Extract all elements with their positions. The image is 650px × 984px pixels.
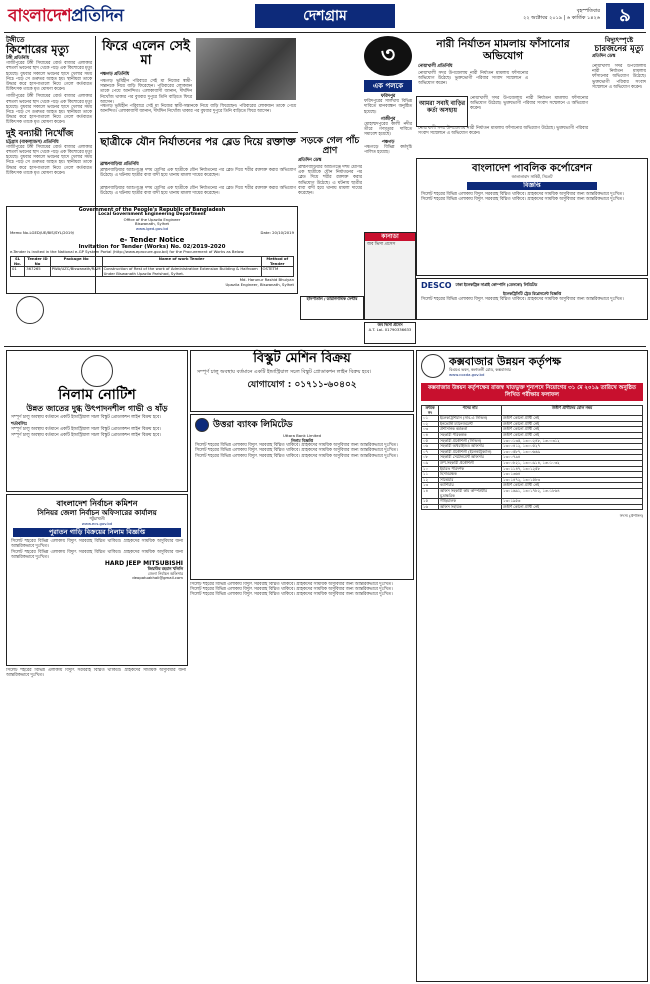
dateline — [452, 8, 600, 22]
canada-ad — [364, 232, 416, 320]
election-vehicle: HARD JEEP MITSUBISHI — [104, 560, 183, 567]
bank-logo-icon — [195, 418, 209, 432]
story-ma-body-2: পঞ্চগড় ভূমিহীন পরিবারে সেই মা নিজের স্বামী-সন্তানকে নিয়ে বাড়ি ফিরেছেন। পরিবারের লোকজন তাকে পেয়ে আনন্দিত। এলাকাবাসী জানান, দীর্ঘদিন নিখোঁজ থাকার পর বুধবার দুপুরে তিনি বাড়িতে ফিরে আসেন। — [100, 104, 296, 115]
table-cell: সহকারী সেটেলমেন্ট অফিসার — [439, 455, 502, 461]
tender-notice — [6, 206, 298, 294]
bank-cont: সিলেট শহরের বিভিন্ন এলাকায় বিদ্যুৎ সরবরাহ বিঘ্নিত থাকিবে। গ্রাহকদের সাময়িক অসুবিধার জন্য আন্তরিকভাবে দুঃখিত। — [190, 582, 393, 587]
nilam-terms: সম্পূর্ণ চালু অবস্থায় বর্তমানে একটি ইন্ডাস্ট্রিয়াল সচল বিস্কুট প্রোডাকশন লাইন বিক্রয় হবে। — [11, 427, 161, 433]
nilam-terms-2: সম্পূর্ণ চালু অবস্থায় বর্তমানে একটি ইন্ডাস্ট্রিয়াল সচল বিস্কুট প্রোডাকশন লাইন বিক্রয় হবে। — [11, 432, 161, 438]
election-body: সিলেট শহরের বিভিন্ন এলাকায় বিদ্যুৎ সরবরাহ বিঘ্নিত থাকিবে। গ্রাহকদের সাময়িক অসুবিধার জন্য আন্তরিকভাবে দুঃখিত। — [11, 539, 183, 550]
tender-sign-title: Upazila Engineer, Biswanath, Sylhet — [225, 282, 294, 288]
table-cell: উত্তীর্ণ কোনো প্রার্থী নেই — [502, 427, 643, 433]
table-cell: সহকারী প্রকৌশলী (ইলেকট্রিক্যাল) — [439, 449, 502, 455]
table-cell: ১৩০০৪১২, ১৩০০৫২৭ — [502, 444, 643, 450]
bank-header — [191, 415, 413, 434]
table-cell: সহকারী প্রকৌশলী (সিভিল) — [439, 438, 502, 444]
desco-title: ইলেকট্রিসিটি ট্রেড রিপ্লেসমেন্ট বিজ্ঞপ্তি — [503, 291, 561, 296]
ek-palake-body: পঞ্চগড়ে বিভিন্ন কর্মসূচি পালিত হয়েছে। — [364, 144, 412, 156]
dateline-date: ২২ অক্টোবর ২০১৯ | ৬ কার্তিক ১৪২৬ — [523, 15, 600, 21]
story-nari-body-3: নোয়াখালী সদর উপজেলায় নারী নির্যাতন মামলায় ফাঁসানোর অভিযোগ উঠেছে। ভুক্তভোগী পরিবার সংবাদ সম্মেলনে এ অভিযোগ করেন। — [418, 126, 588, 137]
public-corp-notice-title: বিজ্ঞপ্তি — [467, 182, 597, 190]
hospital-ad — [300, 296, 364, 320]
biscuit-title: বিস্কুট মেশিন বিক্রয় — [253, 351, 351, 366]
table-cell: ১৫ — [422, 499, 439, 505]
table-cell: ০৭ — [422, 449, 439, 455]
table-cell: OSTETM — [261, 267, 293, 277]
cox-notice-title: কক্সবাজার উন্নয়ন কর্তৃপক্ষের রাজস্ব খাতভুক্ত শূন্যপদে নিয়োগের ৩১ মে ২০১৯ তারিখে অনুষ্ঠিত লিখিত পরীক্ষার ফলাফল — [421, 383, 643, 401]
table-cell: ১৩ — [422, 483, 439, 489]
public-corp-notice — [416, 158, 648, 276]
public-corp-body: সিলেট শহরের বিভিন্ন এলাকায় বিদ্যুৎ সরবরাহ বিঘ্নিত থাকিবে। গ্রাহকদের সাময়িক অসুবিধার জন্য আন্তরিকভাবে দুঃখিত। — [421, 191, 624, 197]
ek-palake-list — [364, 94, 412, 155]
cox-results-table — [421, 405, 643, 510]
public-corp-title: বাংলাদেশ পাবলিক কর্পোরেশন — [472, 163, 592, 174]
ek-palake-title: এক পলকে — [364, 80, 412, 92]
story-sadak-byline: প্রতিদিন ডেস্ক — [298, 158, 322, 163]
tender-dept: Local Government Engineering Department — [98, 212, 206, 217]
table-cell: ০৩ — [422, 427, 439, 433]
tender-table-wrap — [7, 255, 297, 278]
story-sadak-headline: সড়কে গেল পাঁচ প্রাণ — [300, 136, 360, 156]
election-cont: সিলেট শহরের বিভিন্ন এলাকায় বিদ্যুৎ সরবরাহ বিঘ্নিত থাকিবে। গ্রাহকদের সাময়িক অসুবিধার জন্য আন্তরিকভাবে দুঃখিত। — [6, 668, 186, 679]
ek-palake-logo: ৩ — [364, 36, 412, 76]
table-cell: 01 — [11, 267, 25, 277]
table-cell: ১৩০০৮২১, ১৩০০৯১৪, ১৩০১০৩২ — [502, 460, 643, 466]
story-ma-photo — [196, 38, 296, 100]
ek-palake-body: মোহাম্মদপুরের কালী নদীর তীরে গণমৃত্যুর দাবিতে সমাবেশ হয়েছে। — [364, 122, 412, 138]
election-sub: সিনিয়র জেলা নির্বাচন অফিসারের কার্যালয় — [37, 508, 157, 517]
job-ad — [364, 322, 416, 344]
job-ad-title: জব ভিসা প্রসেস — [377, 322, 403, 327]
tender-col: Package No — [50, 257, 102, 267]
bank-body-3: সিলেট শহরের বিভিন্ন এলাকায় বিদ্যুৎ সরবরাহ বিঘ্নিত থাকিবে। গ্রাহকদের সাময়িক অসুবিধার জন্য আন্তরিকভাবে দুঃখিত। — [195, 453, 398, 459]
sub-story-byline: চট্টগ্রাম (বাকল্যান্ডস) প্রতিনিধি — [6, 139, 59, 145]
bank-notice-title: নিলাম বিজ্ঞপ্তি — [291, 437, 313, 443]
table-cell: ১৬ — [422, 504, 439, 510]
cox-col: ক্রমিক নং — [422, 406, 439, 416]
table-cell: ০৯ — [422, 460, 439, 466]
table-cell: উত্তীর্ণ কোনো প্রার্থী নেই — [502, 421, 643, 427]
table-cell: ১৩০১৬৯১, ১৩০১৭৮২, ১৩০১৮৬৪ — [502, 488, 643, 498]
tender-col: SL No. — [11, 257, 25, 267]
story-ma-body: পঞ্চগড় ভূমিহীন পরিবারে সেই মা নিজের স্বামী-সন্তানকে নিয়ে বাড়ি ফিরেছেন। পরিবারের লোকজন তাকে পেয়ে আনন্দিত। এলাকাবাসী জানান, দীর্ঘদিন নিখোঁজ থাকার পর বুধবার দুপুরে তিনি বাড়িতে ফিরে আসেন। — [100, 79, 192, 105]
biscuit-ad — [190, 350, 414, 412]
story-body-cont: গাজীপুরের টঙ্গী সিয়ামের বোর্ড বাজার এলাকার বহুতল ভবনের ছাদ থেকে পড়ে এক কিশোরের মৃত্যু হয়েছে। বুধবার সকালে ভবনের ছাদে খেলার সময় নিচে পড়ে সে গুরুতর আহত হয়। স্থানীয়রা তাকে উদ্ধার করে হাসপাতালে নিয়ে গেলে কর্তব্যরত চিকিৎসক তাকে মৃত ঘোষণা করেন। — [6, 94, 92, 126]
nilam-body: সম্পূর্ণ চালু অবস্থায় বর্তমানে একটি ইন্ডাস্ট্রিয়াল সচল বিস্কুট প্রোডাকশন লাইন বিক্রয় হবে। — [11, 415, 161, 420]
story-chhatri-byline: ব্রাহ্মণবাড়িয়া প্রতিনিধি — [100, 162, 139, 167]
story-nari-quote: আমরা সবাই বাড়ির কর্তা অসহায় — [416, 96, 468, 127]
biscuit-contact — [191, 377, 413, 392]
bank-sub: Uttara Bank Limited — [282, 433, 322, 438]
rule-ma — [98, 132, 298, 133]
desco-notice — [416, 278, 648, 320]
header-rule — [4, 32, 646, 33]
story-byline: প্রতিদিন ডেস্ক — [592, 54, 616, 59]
table-cell: সার্ভেয়ার — [439, 477, 502, 483]
hospital-ad-title: হাসপাতাল / ডায়াগনস্টিক সেন্টার — [306, 296, 358, 301]
table-cell: ১৩০০৫৮৭, ১৩০০৬৬৯ — [502, 449, 643, 455]
story-headline: কিশোরের মৃত্যু — [6, 43, 69, 56]
story-chhatri-body-2: ব্রাহ্মণবাড়িয়ার আশুগঞ্জে দশম শ্রেণির এক ছাত্রীকে যৌন নির্যাতনের পর ব্লেড দিয়ে শরীর রক্তাক্ত করার অভিযোগ উঠেছে। এ ঘটনায় ছাত্রীর বাবা বাদী হয়ে থানায় মামলা দায়ের করেছেন। — [100, 186, 296, 197]
table-cell: ০১ — [422, 416, 439, 422]
story-nari-headline: নারী নির্যাতন মামলায় ফাঁসানোর অভিযোগ — [436, 38, 570, 62]
table-row — [422, 504, 643, 510]
job-ad-phone: A.T. Lal- 01790336633 — [368, 326, 412, 332]
page-number: ৯ — [606, 3, 644, 29]
election-place: পটুয়াখালী — [89, 516, 105, 521]
sub-story-headline: দুই বন্যায়ী নিখোঁজ — [6, 128, 74, 139]
tender-col: Tender ID No — [25, 257, 51, 267]
tender-gov: Government of the People's Republic of Bangladesh — [78, 207, 226, 213]
table-cell: ১৩০০১৩৫, ১৩০০২৪৮, ১৩০০৩১২ — [502, 438, 643, 444]
tender-title: e- Tender Notice — [119, 235, 185, 244]
cox-col: উত্তীর্ণ প্রার্থীদের রোল নম্বর — [502, 406, 643, 416]
election-table-area — [6, 668, 186, 980]
bank-body-2: সিলেট শহরের বিভিন্ন এলাকায় বিদ্যুৎ সরবরাহ বিঘ্নিত থাকিবে। গ্রাহকদের সাময়িক অসুবিধার জন্য আন্তরিকভাবে দুঃখিত। — [195, 448, 398, 454]
table-cell: ০৮ — [422, 455, 439, 461]
bank-table-area — [190, 582, 412, 980]
table-cell: ১৩০১১৪৭, ১৩০১২৫৮ — [502, 466, 643, 472]
canada-ad-title: কানাডা — [365, 233, 415, 241]
lged-logo — [16, 296, 44, 324]
table-cell: ০২ — [422, 421, 439, 427]
table-cell: ১৩০১৪৭২, ১৩০১৫৮৩ — [502, 477, 643, 483]
table-cell: উত্তীর্ণ কোনো প্রার্থী নেই — [502, 483, 643, 489]
table-cell: ইলেকট্রিশিয়ান (সাব-এ সিভিল) — [439, 416, 502, 422]
mid-rule — [4, 346, 646, 347]
election-url[interactable]: www.ecs.gov.bd — [81, 520, 113, 526]
desco-name: ঢাকা ইলেকট্রিক সাপ্লাই কোম্পানি (ডেসকো) লিমিটেড — [455, 282, 538, 288]
nilam-title: নিলাম নোটিশ — [58, 387, 136, 403]
cox-sign: সদস্য (প্রশাসন) — [619, 513, 643, 519]
table-cell: ০৫ — [422, 438, 439, 444]
biscuit-contact-number[interactable]: ০১৭১১-৬০৪০২ — [294, 380, 357, 390]
election-notice — [6, 494, 188, 666]
tender-sign: Md. Harunur Rashid Bhuiyan — [239, 277, 294, 283]
table-cell: অফিস সহকারী কাম কম্পিউটার মুদ্রাক্ষরিক — [439, 488, 502, 498]
story-ma-byline: পঞ্চগড় প্রতিনিধি — [100, 72, 130, 77]
story-byline: টঙ্গী প্রতিনিধি — [6, 56, 30, 61]
table-cell: অফিস সহায়ক — [439, 504, 502, 510]
story-body: গাজীপুরের টঙ্গী সিয়ামের বোর্ড বাজার এলাকার বহুতল ভবনের ছাদ থেকে পড়ে এক কিশোরের মৃত্যু হয়েছে। বুধবার সকালে ভবনের ছাদে খেলার সময় নিচে পড়ে সে গুরুতর আহত হয়। স্থানীয়রা তাকে উদ্ধার করে হাসপাতালে নিয়ে গেলে কর্তব্যরত চিকিৎসক তাকে মৃত ঘোষণা করেন। — [6, 61, 92, 93]
tender-url[interactable]: www.lged.gov.bd — [135, 225, 169, 231]
dateline-day: বৃহস্পতিবার — [576, 8, 600, 14]
masthead-logo — [8, 2, 208, 30]
desco-body: সিলেট শহরের বিভিন্ন এলাকায় বিদ্যুৎ সরবরাহ বিঘ্নিত থাকিবে। গ্রাহকদের সাময়িক অসুবিধার জন্য আন্তরিকভাবে দুঃখিত। — [421, 296, 624, 302]
table-cell: ১৩০০৭৯৪ — [502, 455, 643, 461]
desco-logo: DESCO — [421, 281, 452, 290]
story-nari-body-2: নোয়াখালী সদর উপজেলায় নারী নির্যাতন মামলায় ফাঁসানোর অভিযোগ উঠেছে। ভুক্তভোগী পরিবার সংবাদ সম্মেলনে এ অভিযোগ করেন। — [470, 96, 588, 112]
table-row — [11, 267, 294, 277]
table-cell: ১৩০১৩৬৪ — [502, 472, 643, 478]
story-nari-body: নোয়াখালী সদর উপজেলায় নারী নির্যাতন মামলায় ফাঁসানোর অভিযোগ উঠেছে। ভুক্তভোগী পরিবার সংবাদ সম্মেলনে এ অভিযোগ করেন। — [418, 71, 528, 87]
tender-table — [10, 256, 294, 277]
story-kicker: বিদ্যুৎস্পৃষ্টে — [604, 36, 634, 44]
table-cell: ১০ — [422, 466, 439, 472]
section-title: দেশগ্রাম — [255, 4, 395, 28]
table-cell: ০৬ — [422, 444, 439, 450]
cox-header — [417, 351, 647, 381]
story-kicker: টঙ্গীতে — [6, 35, 25, 44]
nilam-subtitle: উন্নত জাতের দুগ্ধ উৎপাদনশীল গাভী ও ষাঁড় — [26, 403, 168, 413]
cox-title: কক্সবাজার উন্নয়ন কর্তৃপক্ষ — [449, 354, 562, 368]
table-cell: গাড়িচালক — [439, 499, 502, 505]
story-bidyut-body: নোয়াখালী সদর উপজেলায় নারী নির্যাতন মামলায় ফাঁসানোর অভিযোগ উঠেছে। ভুক্তভোগী পরিবার সংবাদ সম্মেলনে এ অভিযোগ করেন। — [592, 64, 646, 90]
nilam-sec: শর্তাবলিঃ — [11, 422, 28, 428]
public-corp-body-2: সিলেট শহরের বিভিন্ন এলাকায় বিদ্যুৎ সরবরাহ বিঘ্নিত থাকিবে। গ্রাহকদের সাময়িক অসুবিধার জন্য আন্তরিকভাবে দুঃখিত। — [421, 196, 624, 202]
tender-col: Name of work Tender — [102, 257, 261, 267]
masthead-name-suffix: প্রতিদিন — [71, 6, 124, 26]
table-cell: ক্যাশিয়ার — [439, 483, 502, 489]
bank-body: সিলেট শহরের বিভিন্ন এলাকায় বিদ্যুৎ সরবরাহ বিঘ্নিত থাকিবে। গ্রাহকদের সাময়িক অসুবিধার জন্য আন্তরিকভাবে দুঃখিত। — [195, 443, 398, 449]
story-ma-headline: ফিরে এলেন সেই মা — [102, 39, 190, 68]
election-title: বাংলাদেশ নির্বাচন কমিশন — [56, 498, 138, 508]
table-cell: উত্তীর্ণ কোনো প্রার্থী নেই — [502, 504, 643, 510]
table-cell: ইমারত পরিদর্শক — [439, 466, 502, 472]
election-sign-title: জেলা নির্বাচন অফিসার — [147, 570, 183, 576]
cox-col: পদের নাম — [439, 406, 502, 416]
cox-header-text — [449, 355, 561, 377]
table-cell: ইনভেস্টি ম্যানেজমেন্ট — [439, 421, 502, 427]
tender-date: Date: 20/10/2019 — [260, 230, 294, 236]
tender-memo: Memo No-LGED/UE/BIS/SYL/2019/ — [10, 230, 75, 236]
story-bidyut — [592, 36, 646, 59]
table-cell: PWA/UZC/Biswanath/R&M — [50, 267, 102, 277]
public-corp-sub: জালালাবাদ সার্কিট, সিলেট — [511, 174, 553, 179]
table-cell: প্রশাসনিক কর্মকর্তা — [439, 427, 502, 433]
table-cell: ০৪ — [422, 432, 439, 438]
table-cell: 367265 — [25, 267, 51, 277]
story-headline: চারজনের মৃত্যু — [594, 44, 644, 54]
story-chhatri-headline: ছাত্রীকে যৌন নির্যাতনের পর ব্লেড দিয়ে রক্তাক্ত — [100, 136, 296, 148]
table-row — [422, 488, 643, 498]
ek-palake-place: পঞ্চগড় — [381, 139, 395, 145]
nilam-notice — [6, 350, 188, 492]
table-cell: হিসাবরক্ষক — [439, 472, 502, 478]
biscuit-body: সম্পূর্ণ চালু অবস্থায় বর্তমানে একটি ইন্ডাস্ট্রিয়াল সচল বিস্কুট প্রোডাকশন লাইন বিক্রয় হবে। — [197, 369, 372, 375]
story-kishore — [6, 36, 92, 176]
masthead-name-prefix: বাংলাদেশ — [8, 6, 72, 26]
election-sign: জিয়াউর রহমান খলিলি — [147, 566, 183, 571]
sub-story-body: গাজীপুরের টঙ্গী সিয়ামের বোর্ড বাজার এলাকার বহুতল ভবনের ছাদ থেকে পড়ে এক কিশোরের মৃত্যু হয়েছে। বুধবার সকালে ভবনের ছাদে খেলার সময় নিচে পড়ে সে গুরুতর আহত হয়। স্থানীয়রা তাকে উদ্ধার করে হাসপাতালে নিয়ে গেলে কর্তব্যরত চিকিৎসক তাকে মৃত ঘোষণা করেন। — [6, 144, 92, 176]
cox-logo-icon — [421, 354, 445, 378]
table-cell: উত্তীর্ণ কোনো প্রার্থী নেই — [502, 432, 643, 438]
ek-palake-place: গাজীপুর — [380, 116, 396, 122]
cox-url[interactable]: www.coxda.gov.bd — [449, 371, 485, 377]
table-cell: উপ-সহকারী প্রকৌশলী — [439, 460, 502, 466]
table-cell: Construction of Rest of the work of Administrative Extension Building & Halfroom Under Biswanath Upazila Parishad, Sylhet. — [102, 267, 261, 277]
cox-sub: বিএমএ ভবন, কলাতলী রোড, কক্সবাজার — [449, 366, 511, 372]
tender-office: Office of the Upazila Engineer — [123, 216, 181, 222]
election-email[interactable]: deopatuakhali@gmail.com — [132, 575, 183, 581]
canada-ad-body: জব ভিসা প্রসেস — [367, 242, 396, 247]
table-cell: ১৩০১৯৫৩ — [502, 499, 643, 505]
table-cell: ১৪ — [422, 488, 439, 498]
govt-logo — [81, 355, 113, 387]
bank-cont: সিলেট শহরের বিভিন্ন এলাকায় বিদ্যুৎ সরবরাহ বিঘ্নিত থাকিবে। গ্রাহকদের সাময়িক অসুবিধার জন্য আন্তরিকভাবে দুঃখিত। — [190, 592, 393, 598]
ek-palake-place: ফরিদপুর — [380, 94, 396, 99]
cox-table-wrap — [417, 403, 647, 512]
bank-cont: সিলেট শহরের বিভিন্ন এলাকায় বিদ্যুৎ সরবরাহ বিঘ্নিত থাকিবে। গ্রাহকদের সাময়িক অসুবিধার জন্য আন্তরিকভাবে দুঃখিত। — [190, 587, 393, 593]
ek-palake-body: ফরিদপুরের সালথায় বিভিন্ন দাবিতে মানববন্ধন অনুষ্ঠিত হয়েছে। — [364, 99, 412, 115]
table-cell: সহকারী অথরাইজড অফিসার — [439, 444, 502, 450]
tender-place: Biswanath, Sylhet — [134, 221, 170, 227]
bank-notice — [190, 414, 414, 580]
table-cell: উত্তীর্ণ কোনো প্রার্থী নেই — [502, 416, 643, 422]
story-chhatri-body: ব্রাহ্মণবাড়িয়ার আশুগঞ্জে দশম শ্রেণির এক ছাত্রীকে যৌন নির্যাতনের পর ব্লেড দিয়ে শরীর রক্তাক্ত করার অভিযোগ উঠেছে। এ ঘটনায় ছাত্রীর বাবা বাদী হয়ে থানায় মামলা দায়ের করেছেন। — [100, 168, 296, 179]
table-cell: ১২ — [422, 477, 439, 483]
tender-col: Method of Tender — [261, 257, 293, 267]
story-sadak-body: ব্রাহ্মণবাড়িয়ার আশুগঞ্জে দশম শ্রেণির এক ছাত্রীকে যৌন নির্যাতনের পর ব্লেড দিয়ে শরীর রক্তাক্ত করার অভিযোগ উঠেছে। এ ঘটনায় ছাত্রীর বাবা বাদী হয়ে থানায় মামলা দায়ের করেছেন। — [298, 165, 362, 197]
election-body-2: সিলেট শহরের বিভিন্ন এলাকায় বিদ্যুৎ সরবরাহ বিঘ্নিত থাকিবে। গ্রাহকদের সাময়িক অসুবিধার জন্য আন্তরিকভাবে দুঃখিত। — [11, 549, 183, 560]
bank-name: উত্তরা ব্যাংক লিমিটেড — [213, 420, 293, 430]
cox-notice — [416, 350, 648, 982]
story-nari-byline: নোয়াখালী প্রতিনিধি — [418, 64, 453, 69]
biscuit-contact-label: যোগাযোগ : — [247, 380, 292, 390]
tender-intro: e-Tender is invited in the National e-GP System Portal (http://www.eprocure.gov.bd) for the Procurement of Works as Below: — [10, 249, 245, 255]
table-cell: ১১ — [422, 472, 439, 478]
election-notice-title: পুরাতন গাড়ি বিক্রয়ের নিলাম বিজ্ঞপ্তি — [13, 528, 181, 537]
tender-subtitle: Invitation for Tender (Works) No. 02/2019-2020 — [78, 243, 226, 250]
table-cell: সহকারী পরিকল্পক — [439, 432, 502, 438]
